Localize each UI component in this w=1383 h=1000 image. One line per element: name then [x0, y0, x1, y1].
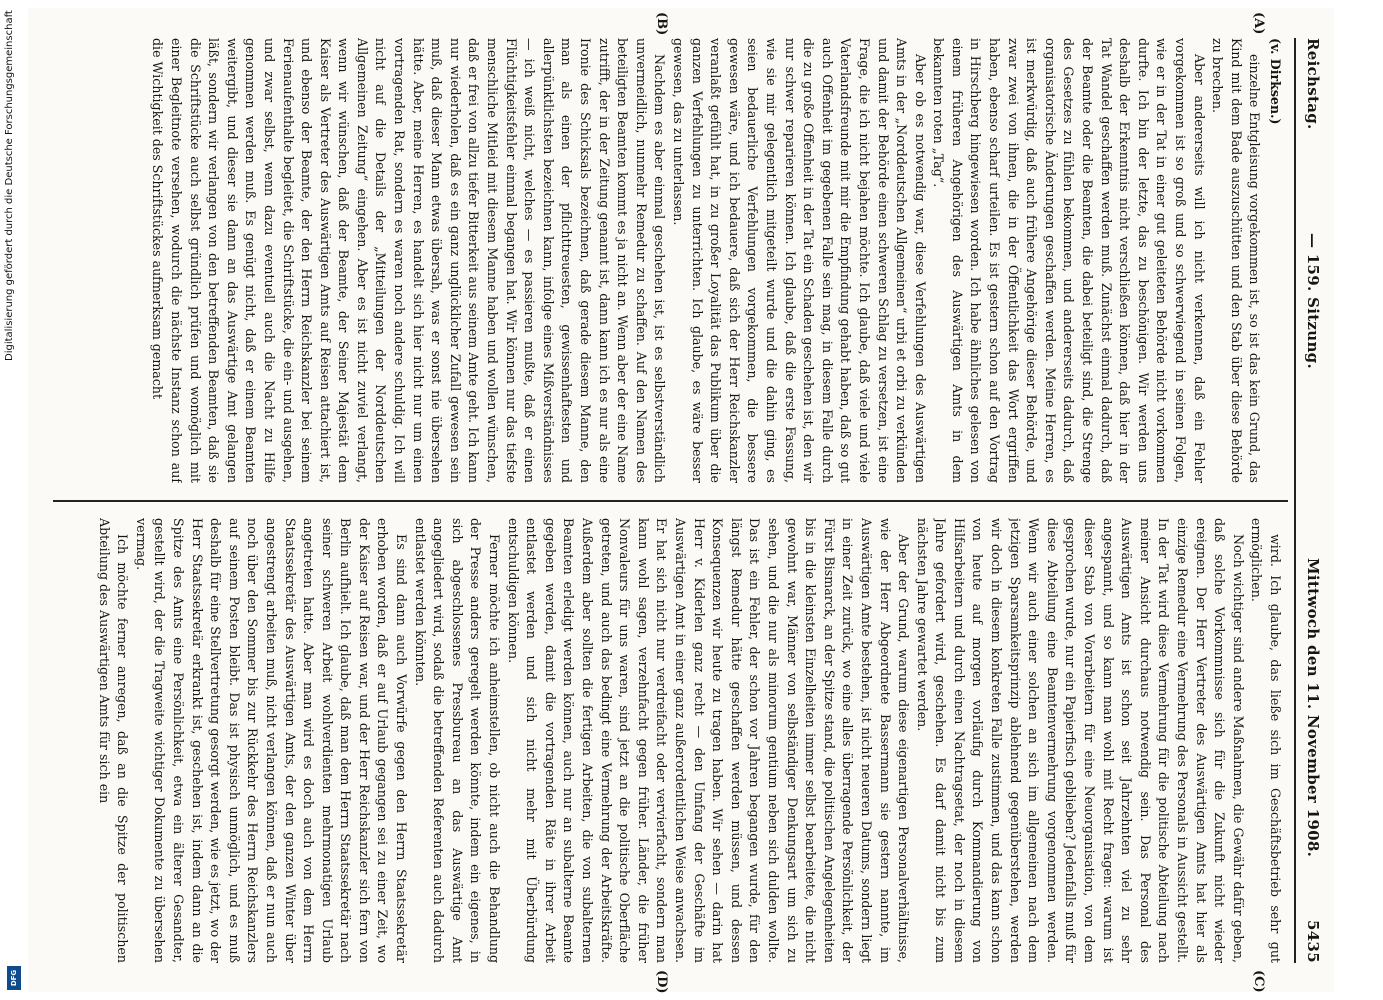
dfg-logo-text: DFG — [10, 969, 18, 987]
scanned-page — [28, 8, 1334, 992]
paragraph: Nachdem es aber einmal geschehen ist, ist es selbstverständlich unvermeidlich, nunmehr Remedur zu schaffen. Auf den Namen des beteiligten Beamten kommt es ja nicht an. Wenn aber der eine Name zutrifft, der in der Zeitung genannt ist, dann kann ich es nur als eine Ironie des Schicksals bezeichnen, daß gerade diesem Manne, den man als einen der pflichttreuesten, gewissenhaftesten und allerpünktlichsten bezeichnen kann, infolge eines Mißverständnisses — ich weiß nicht, welches — es passieren mußte, daß er einen Flüchtigkeitsfehler einmal begangen hat. Wir können nur das tiefste menschliche Mitleid mit diesem Manne haben und wollen wünschen, daß er frei von allzu tiefer Bitterkeit aus seinem Amte geht. Ich kann nur wiederholen, daß es ein ganz unglücklicher Zufall gewesen sein muß, daß dieser Mann etwas übersah, was er sonst nie übersehen hätte. Aber, meine Herren, es handelt sich hier nicht nur um einen vortragenden Rat, sondern es waren noch andere schuldig. Ich will nicht auf die Details der „Mitteilungen der Norddeutschen Allgemeinen Zeitung“ eingehen. Aber es ist nicht zuviel verlangt, wenn wir wünschen, daß der Beamte, der Seiner Majestät dem Kaiser als Vertreter des Auswärtigen Amts auf Reisen attachiert ist, und ebenso der Beamte, der den Herrn Reichskanzler bei seinem Ferienaufenthalte begleitet, die Schriftstücke, die ein- und ausgehen, und zwar selbst, wenn dazu eventuell auch die Nacht zu Hilfe genommen werden muß. Es genügt nicht, daß er einem Beamten weitergibt, und dieser sie dann an das Auswärtige Amt gelangen läßt, sondern wir verlangen von den betreffenden Beamten, daß sie die Schriftstücke auch selbst gründlich prüfen und womöglich mit einer Begleitnote versehen, wodurch die nächste Instanz schon auf die Wichtigkeit des Schriftstückes aufmerksam gemacht — [150, 38, 668, 483]
digitization-credit — [4, 10, 22, 990]
paragraph: wird. Ich glaube, das ließe sich im Geschäftsbetrieb sehr gut ermöglichen. — [1249, 518, 1283, 963]
paragraph: Aber der Grund, warum diese eigenartigen Personalverhältnisse, wie der Herr Abgeordnete Bassermann sie gestern nannte, im Auswärtigen Amte bestehen, ist nicht neueren Datums, sondern liegt in einer Zeit zurück, wo eine alles überragende Persönlichkeit, der Fürst Bismarck, an der Spitze stand, die politischen Angelegenheiten bis in die kleinsten Einzelheiten immer selbst bearbeitete, die nicht gewohnt war, Männer von selbständiger Denkungsart um sich zu sehen, und die nur als minorum gentium neben sich dulden wollte. Das ist ein Fehler, der schon vor Jahren begangen wurde, für den längst Remedur hätte geschaffen werden müssen, und dessen Konsequenzen wir heute zu tragen haben. Wir sehen — darin hat Herr v. Kiderlen ganz recht — den Umfang der Geschäfte im Auswärtigen Amt in einer ganz außerordentlichen Weise anwachsen. Er hat sich nicht nur verdreifacht oder vervierfacht, sondern man kann wohl sagen, verzehnfacht gegen früher. Länder, die früher Nonvaleurs für uns waren, sind jetzt an die politische Oberfläche getreten, und auch das bedingt eine Vermehrung der Arbeitskräfte. Außerdem aber sollten die fertigen Arbeiten, die von subalternen Beamten erledigt werden können, auch nur an subalterne Beamte gegeben werden, damit die vortragenden Räte in ihrer Arbeit entlastet werden und sich nicht mehr mit Überbürdung entschuldigen können. — [505, 518, 912, 963]
rotated-page-content — [28, 8, 1334, 992]
paragraph: Ferner möchte ich anheimstellen, ob nicht auch die Behandlung der Presse anders geregelt werden könnte, indem ein eigenes, in sich abgeschlossenes Pressbureau an das Auswärtige Amt angegliedert wird, sodaß die betreffenden Referenten auch dadurch entlastet werden könnten. — [412, 518, 503, 963]
column-divider — [53, 500, 1288, 502]
header-divider — [1294, 38, 1296, 963]
paragraph: Aber ob es notwendig war, diese Verfehlungen des Auswärtigen Amts in der „Norddeutschen Allgemeinen“ urbi et orbi zu verkünden und damit der Behörde einen schweren Schlag zu versetzen, ist eine Frage, die ich nicht bejahen möchte. Ich glaube, daß viele und viele Vaterlandsfreunde mit mir die Empfindung gehabt haben, daß so gut auch Offenheit im gegebenen Falle sein mag, in diesem Falle durch die zu große Offenheit in der Tat ein Schaden geschehen ist, den wir nur schwer reparieren können. Ich glaube, daß die erste Fassung, wie sie mir gelegentlich mitgeteilt wurde und die dahin ging, es seien bedauerliche Verfehlungen vorgekommen, die bessere gewesen wäre, und ich bedauere, daß sich der Herr Reichskanzler veranlaßt gefühlt hat, in zu großer Loyalität das Publikum über die ganzen Verfehlungen zu unterrichten. Ich glaube, es wäre besser gewesen, das zu unterlassen. — [671, 38, 928, 483]
header-left: Reichstag. — [1304, 38, 1322, 130]
dfg-logo — [7, 966, 21, 990]
speaker-name: (v. Dirksen.) — [1268, 38, 1283, 125]
credit-text: Digitalisierung gefördert durch die Deutsche Forschungsgemeinschaft — [4, 10, 15, 361]
header-date: Mittwoch den 11. November 1908. — [1304, 558, 1322, 858]
paragraph: Ich möchte ferner anregen, daß an die Spitze der politischen Abteilung des Auswärtigen Amts für sich ein — [96, 518, 131, 963]
right-text-column — [54, 518, 1284, 963]
margin-marker-d: (D) — [654, 970, 669, 994]
margin-marker-c: (C) — [1251, 970, 1266, 993]
margin-marker-a: (A) — [1251, 12, 1266, 35]
page-number: 5435 — [1304, 920, 1322, 963]
paragraph: Aber andererseits will ich nicht verkennen, daß ein Fehler vorgekommen ist so groß und so schwerwiegend in seinen Folgen, wie er in der Tat in einer gut geleiteten Behörde nicht vorkommen durfte. Ich bin der letzte, das zu beschönigen. Wir werden uns deshalb der Erkenntnis nicht verschließen können, daß hier in der Tat Wandel geschaffen werden muß. Zunächst einmal dadurch, daß der Beamte oder die Beamten, die dabei beteiligt sind, die Strenge des Gesetzes zu fühlen bekommen, und andererseits dadurch, daß organisatorische Änderungen geschaffen werden. Meine Herren, es ist merkwürdig, daß auch frühere Angehörige dieser Behörde, und zwar zwei von ihnen, die in der Öffentlichkeit das Wort ergriffen haben, ebenso scharf urteilen. Es ist gestern schon auf den Vortrag in Hirschberg hingewiesen worden. Ich habe ähnliches gelesen von einem früheren Angehörigen des Auswärtigen Amts in dem bekannten roten „Tag“. — [931, 38, 1207, 483]
margin-marker-b: (B) — [654, 12, 669, 36]
paragraph: Noch wichtiger sind andere Maßnahmen, die Gewähr dafür geben, daß solche Vorkommnisse sich für die Zukunft nicht wieder ereignen. Der Herr Vertreter des Auswärtigen Amts hat hier als einzige Remedur eine Vermehrung des Personals in Aussicht gestellt. In der Tat wird diese Vermehrung für die politische Abteilung nach meiner Ansicht durchaus notwendig sein. Das Personal des Auswärtigen Amts ist schon seit Jahrzehnten viel zu sehr angespannt, und so kann man wohl mit Recht fragen: warum ist dieser Stab von Vorarbeitern für eine Neuorganisation, von dem gesprochen wurde, nur ein Papierfisch geblieben? Jedenfalls muß für diese Abteilung eine Beamtenvermehrung vorgenommen werden. Wenn wir auch einer solchen an sich im allgemeinen nach dem jetzigen Sparsamkeitsprinzip ablehnend gegenüberstehen, werden wir doch in diesem konkreten Falle zustimmen, und das kann schon von heute auf morgen vorläufig durch Kommandierung von Hilfsarbeitern und durch einen Nachtragsetat, der noch in diesem Jahre gefordert wird, geschehen. Es darf damit nicht bis zum nächsten Jahre gewartet werden. — [914, 518, 1246, 963]
page-header — [1298, 38, 1324, 963]
header-session: — 159. Sitzung. — [1304, 233, 1322, 369]
paragraph: Es sind dann auch Vorwürfe gegen den Herrn Staatssekretär erhoben worden, daß er auf Urlaub gegangen sei zu einer Zeit, wo der Kaiser auf Reisen war, und der Herr Reichskanzler sich fern von Berlin aufhielt. Ich glaube, daß man dem Herrn Staatssekretär nach seiner schweren Arbeit wohlverdienten mehrmonatigen Urlaub angetreten hatte. Aber man wird es doch auch von dem Herrn Staatssekretär des Auswärtigen Amts, der den ganzen Winter über angestrengt arbeiten muß, nicht verlangen können, daß er nun auch noch über den Sommer bis zur Rückkehr des Herrn Reichskanzlers auf seinem Posten bleibt. Das ist physisch unmöglich, und es muß deshalb für eine Stellvertretung gesorgt werden, wie es jetzt, wo der Herr Staatssekretär erkrankt ist, geschehen ist, indem dann an die Spitze des Amts eine Persönlichkeit, etwa ein älterer Gesandter, gestellt wird, der die Tragweite wichtiger Dokumente zu übersehen vermag. — [133, 518, 410, 963]
paragraph: einzelne Entgleisung vorgekommen ist, so ist das kein Grund, das Kind mit dem Bade auszuschütten und den Stab über diese Behörde zu brechen. — [1210, 38, 1263, 483]
left-text-column — [54, 38, 1284, 483]
